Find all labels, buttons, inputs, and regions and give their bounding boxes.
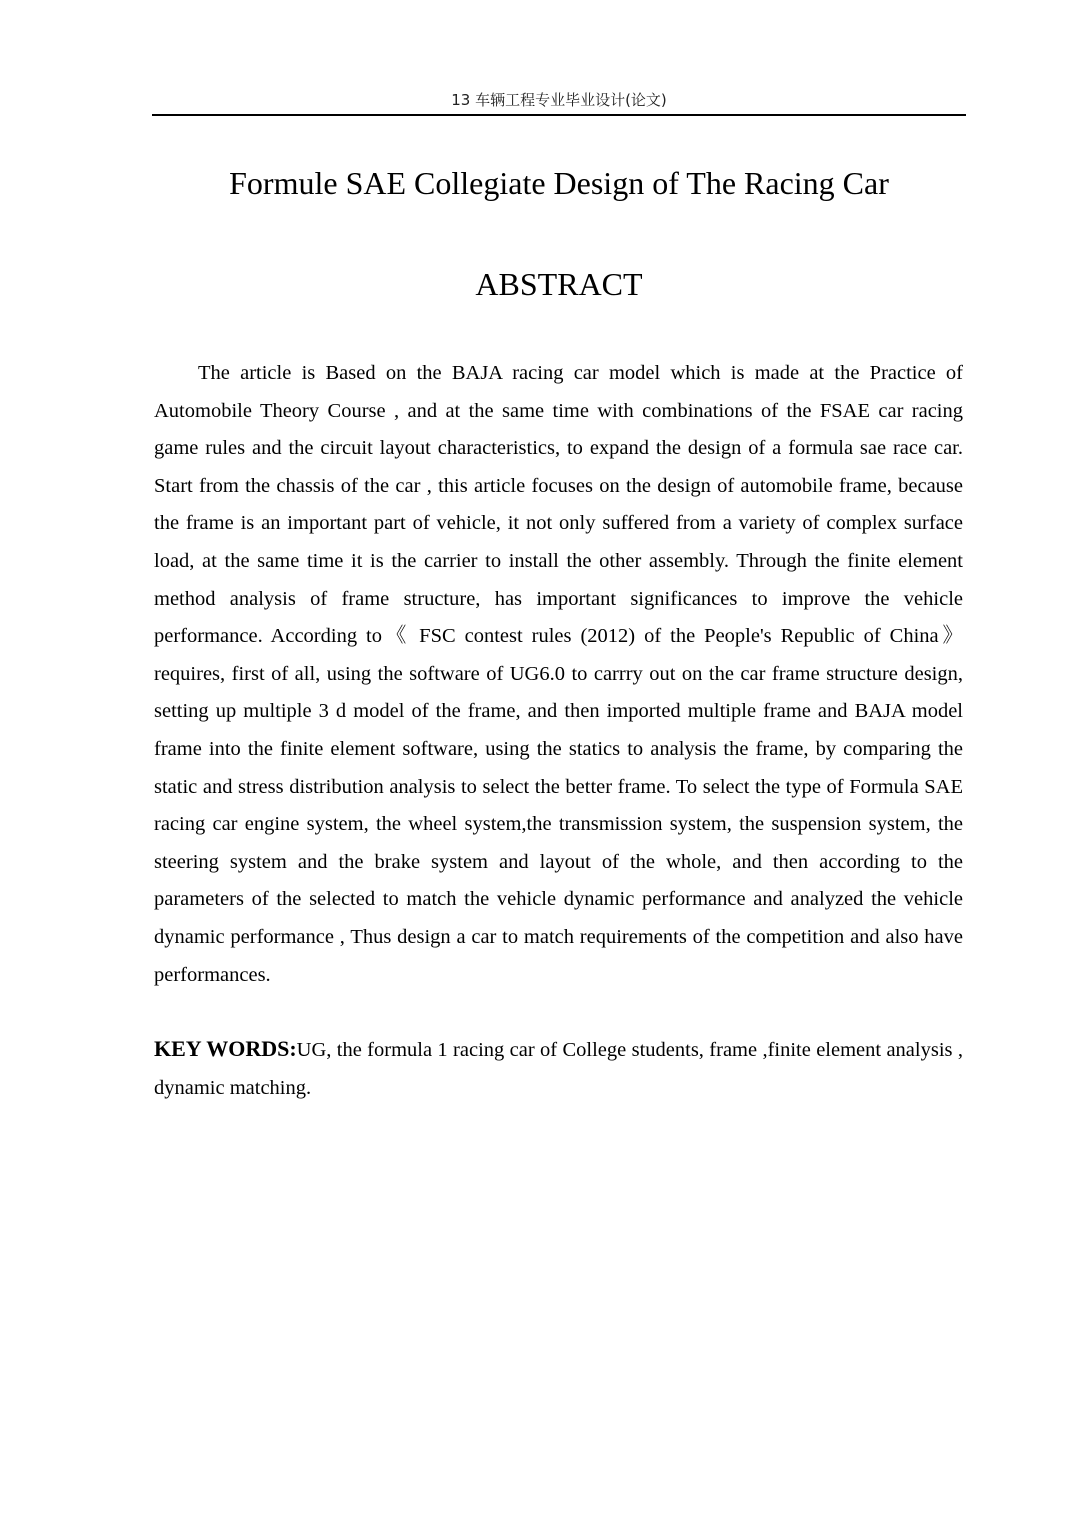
keywords-label: KEY WORDS: <box>154 1036 297 1061</box>
keywords-line <box>154 1030 963 1107</box>
keywords-text: UG, the formula 1 racing car of College students, frame ,finite element analysis , dynamic matching. <box>154 1039 963 1099</box>
abstract-heading: ABSTRACT <box>475 266 643 302</box>
header-divider <box>152 114 966 116</box>
document-title: Formule SAE Collegiate Design of The Racing Car <box>229 165 889 201</box>
abstract-paragraph: The article is Based on the BAJA racing car model which is made at the Practice of Automobile Theory Course , and at the same time with combinations of the FSAE car racing game rules and the circuit layout characteristics, to expand the design of a formula sae race car. Start from the chassis of the car , this article focuses on the design of automobile frame, because the frame is an important part of vehicle, it not only suffered from a variety of complex surface load, at the same time it is the carrier to install the other assembly. Through the finite element method analysis of frame structure, has important significances to improve the vehicle performance. According to《 FSC contest rules (2012) of the People's Republic of China》 requires, first of all, using the software of UG6.0 to carrry out on the car frame structure design, setting up multiple 3 d model of the frame, and then imported multiple frame and BAJA model frame into the finite element software, using the statics to analysis the frame, by comparing the static and stress distribution analysis to select the better frame. To select the type of Formula SAE racing car engine system, the wheel system,the transmission system, the suspension system, the steering system and the brake system and layout of the whole, and then according to the parameters of the selected to match the vehicle dynamic performance and analyzed the vehicle dynamic performance , Thus design a car to match requirements of the competition and also have performances. <box>154 362 963 986</box>
running-header: 13 车辆工程专业毕业设计(论文) <box>451 91 667 109</box>
